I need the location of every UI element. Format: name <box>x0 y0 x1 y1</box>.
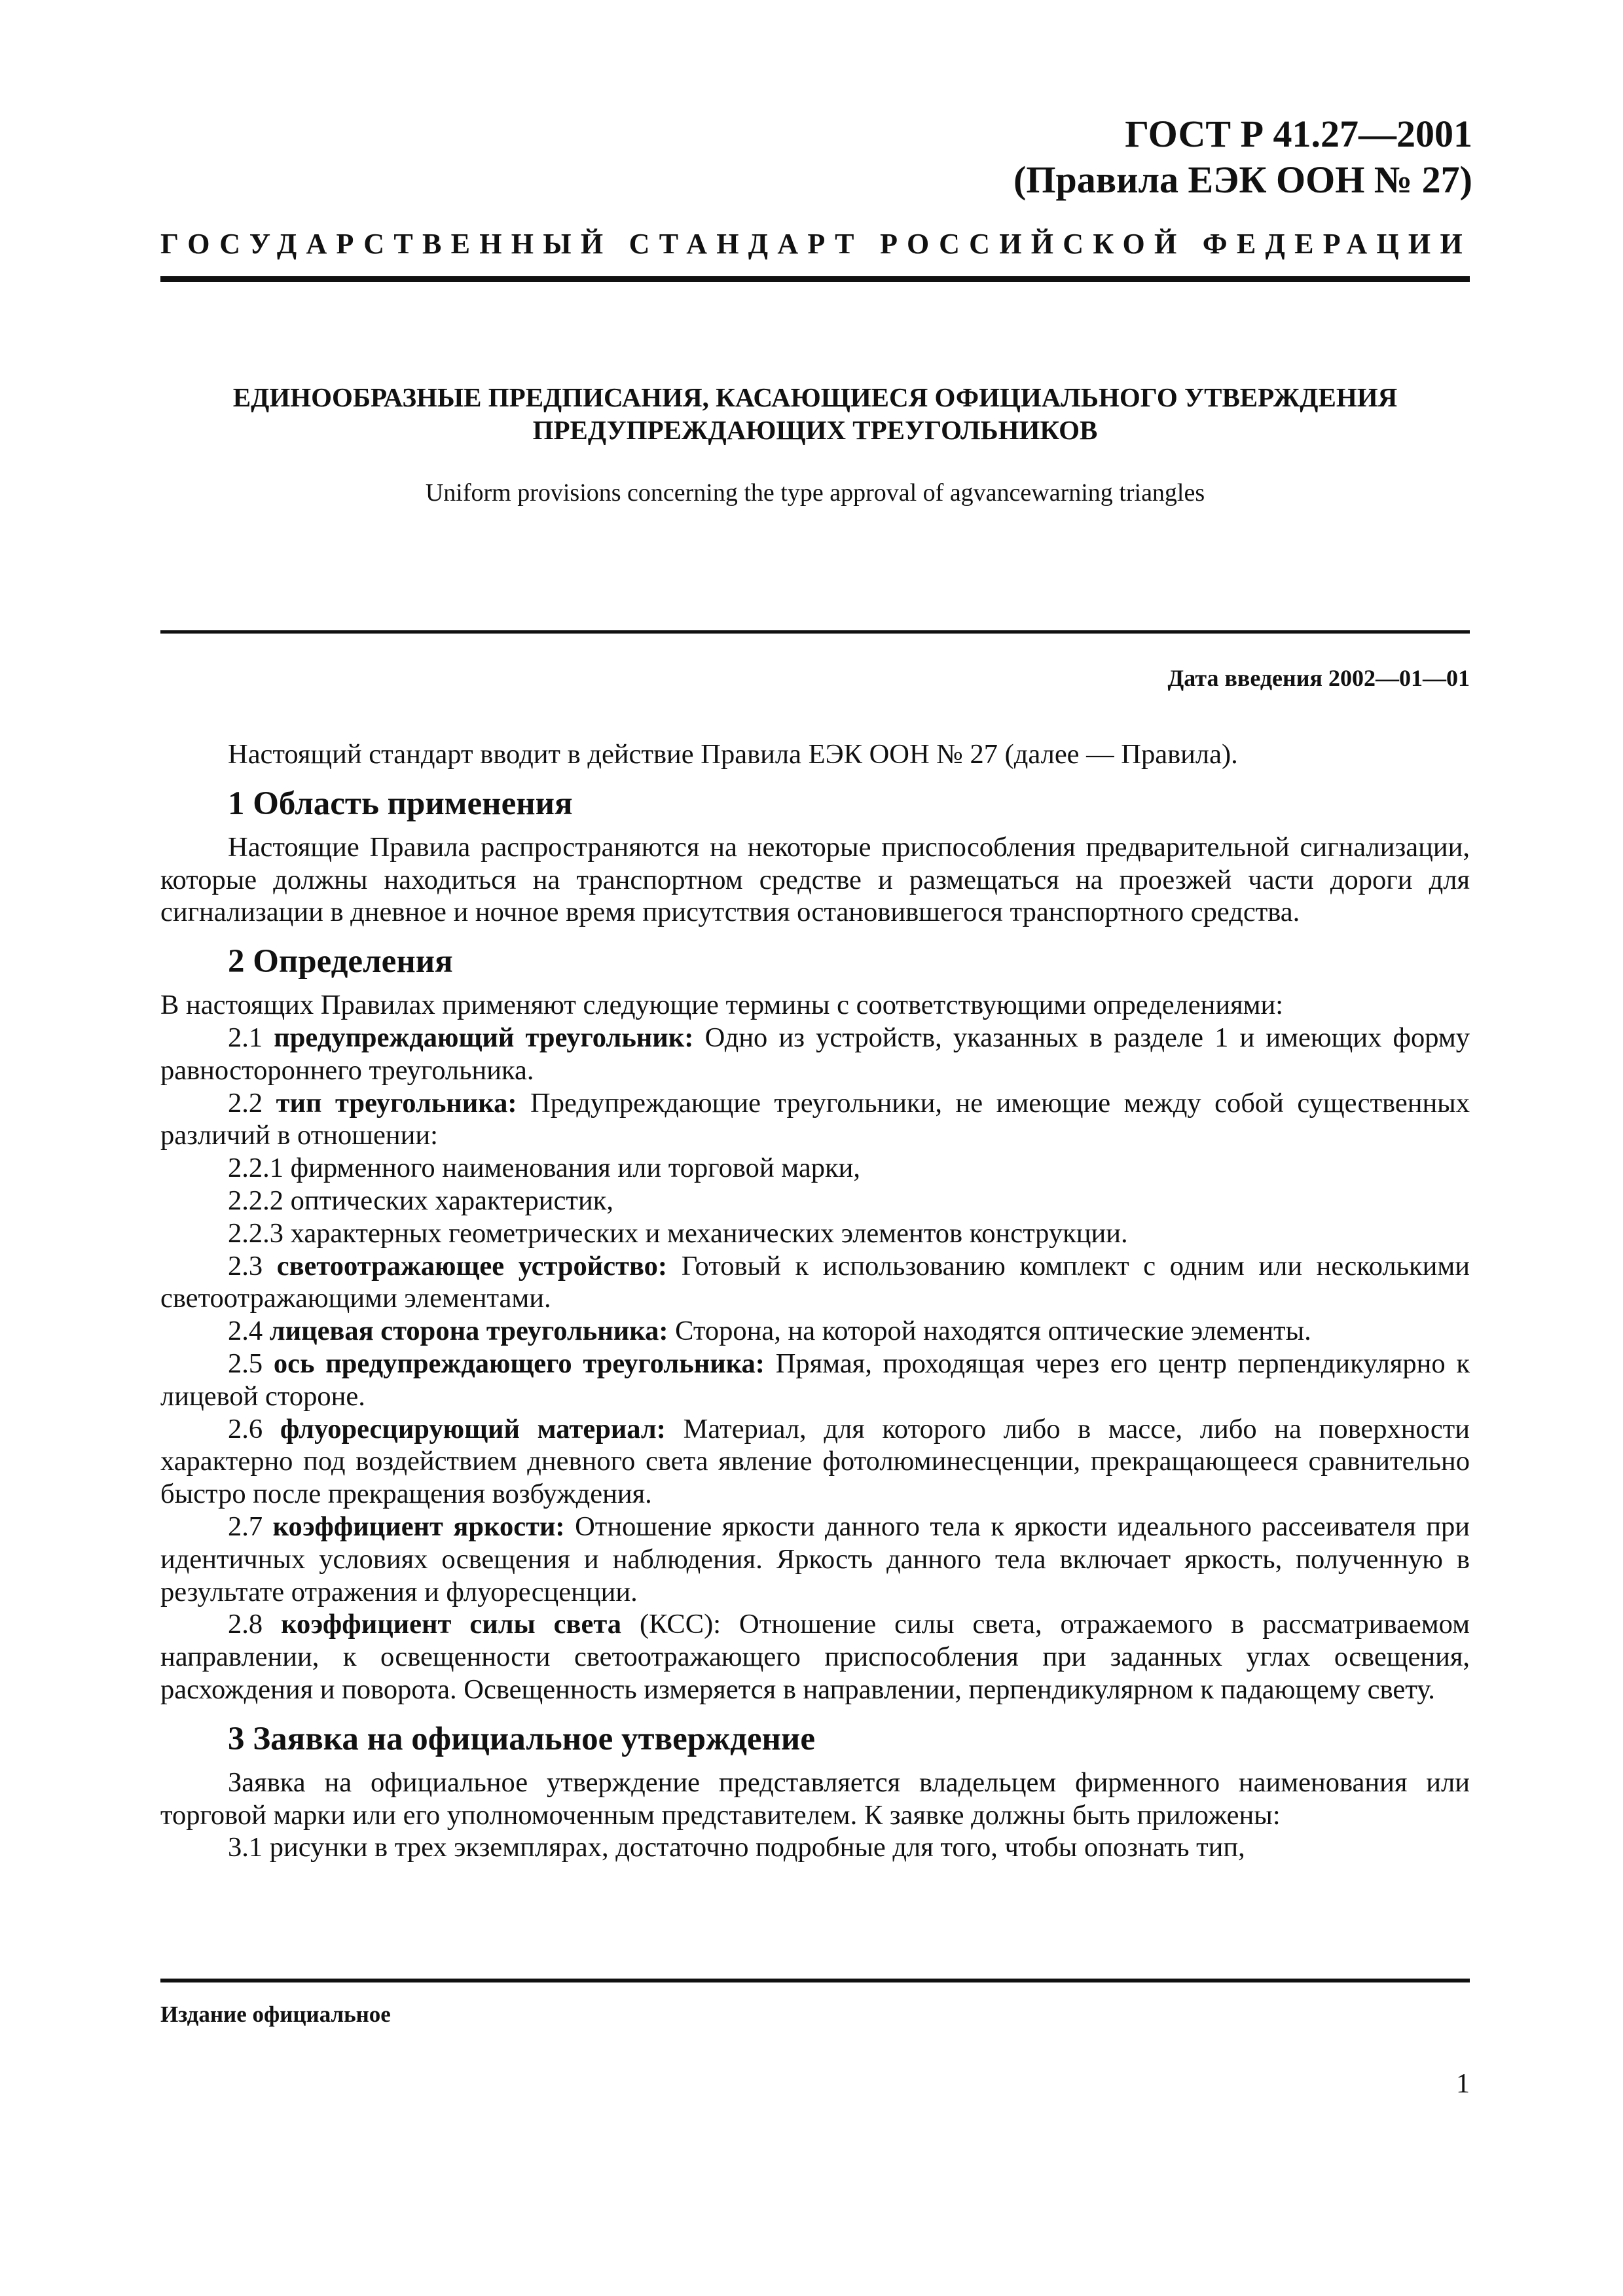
title-line-1: ЕДИНООБРАЗНЫЕ ПРЕДПИСАНИЯ, КАСАЮЩИЕСЯ ОФИЦИАЛЬНОГО УТВЕРЖДЕНИЯ <box>232 382 1398 412</box>
gost-designation <box>883 111 1472 203</box>
document-body <box>160 738 1470 1864</box>
section-2-lead: В настоящих Правилах применяют следующие термины с соответствующими определениями: <box>160 990 1284 1021</box>
definition-text: Готовый к использованию комплект с одним или несколькими светоотражающими элементами. <box>160 1250 1470 1314</box>
section-1-heading: 1 Область применения <box>228 785 573 822</box>
definition-number: 2.5 <box>228 1348 263 1379</box>
official-edition-label: Издание официальное <box>160 2001 391 2027</box>
definition-2-8 <box>160 1608 1470 1706</box>
section-3-text: Заявка на официальное утверждение представляется владельцем фирменного наименования или торговой марки или его уполномоченным представителем. К заявке должны быть приложены: <box>160 1767 1470 1831</box>
definition-text: Предупреждающие треугольники, не имеющие между собой существенных различий в отношении: <box>160 1087 1470 1151</box>
definition-2-1 <box>160 1022 1470 1087</box>
definition-term: ось предупреждающего треугольника: <box>273 1348 765 1379</box>
definition-text: Отношение яркости данного тела к яркости идеального рассеивателя при идентичных условиях освещения и наблюдения. Яркость данного тела включает яркость, полученную в результате отражения и флуоресценции. <box>160 1511 1470 1607</box>
title-rule <box>160 630 1470 634</box>
definition-text: Прямая, проходящая через его центр перпендикулярно к лицевой стороне. <box>160 1348 1470 1412</box>
definition-2-2-1: 2.2.1 фирменного наименования или торговой марки, <box>228 1153 860 1184</box>
definition-number: 2.4 <box>228 1316 263 1347</box>
introduction-date: Дата введения 2002—01—01 <box>1167 665 1470 691</box>
definition-number: 2.8 <box>228 1609 263 1640</box>
definition-number: 2.1 <box>228 1022 263 1053</box>
document-title <box>160 381 1470 446</box>
definition-term: флуоресцирующий материал: <box>280 1413 666 1444</box>
definition-number: 2.3 <box>228 1250 263 1282</box>
definition-term: предупреждающий треугольник: <box>274 1022 694 1053</box>
section-3-heading: 3 Заявка на официальное утверждение <box>228 1720 815 1757</box>
definition-text: Одно из устройств, указанных в разделе 1 и имеющих форму равностороннего треугольника. <box>160 1022 1470 1086</box>
section-1-text: Настоящие Правила распространяются на некоторые приспособления предварительной сигнализации, которые должны находиться на транспортном средстве и размещаться на проезжей части дороги для сигнализации в дневное и ночное время присутствия остановившегося транспортного средства. <box>160 831 1470 928</box>
definition-2-2 <box>160 1087 1470 1153</box>
definition-term: тип треугольника: <box>276 1087 517 1119</box>
rules-reference: (Правила ЕЭК ООН № 27) <box>1013 158 1472 201</box>
item-3-1: 3.1 рисунки в трех экземплярах, достаточно подробные для того, чтобы опознать тип, <box>228 1832 1245 1863</box>
page-number: 1 <box>1456 2069 1470 2099</box>
definition-term: лицевая сторона треугольника: <box>269 1316 668 1347</box>
gost-code: ГОСТ Р 41.27—2001 <box>1125 113 1472 155</box>
title-line-2: ПРЕДУПРЕЖДАЮЩИХ ТРЕУГОЛЬНИКОВ <box>532 415 1098 445</box>
definition-2-2-3: 2.2.3 характерных геометрических и механических элементов конструкции. <box>228 1217 1128 1249</box>
section-2-heading: 2 Определения <box>228 943 453 980</box>
definition-term: коэффициент яркости: <box>272 1511 565 1542</box>
definition-2-5 <box>160 1348 1470 1413</box>
state-standard-heading: ГОСУДАРСТВЕННЫЙ СТАНДАРТ РОССИЙСКОЙ ФЕДЕРАЦИИ <box>160 228 1472 260</box>
definition-term: светоотражающее устройство: <box>276 1250 668 1282</box>
definition-2-2-2: 2.2.2 оптических характеристик, <box>228 1185 614 1216</box>
footer-rule <box>160 1979 1470 1982</box>
header-rule <box>160 276 1470 282</box>
definition-number: 2.2 <box>228 1087 263 1119</box>
english-subtitle: Uniform provisions concerning the type approval of agvancewarning triangles <box>425 479 1205 507</box>
definition-text: Материал, для которого либо в массе, либо на поверхности характерно под воздействием дневного света явление фотолюминесценции, прекращающееся сравнительно быстро после прекращения возбуждения. <box>160 1413 1470 1510</box>
definition-term: коэффициент силы света <box>281 1609 621 1640</box>
definition-2-7 <box>160 1511 1470 1608</box>
definition-text: (КСС): Отношение силы света, отражаемого в рассматриваемом направлении, к освещенности светоотражающего приспособления при заданных углах освещения, расхождения и поворота. Освещенность измеряется в направлении, перпендикулярном к падающему свету. <box>160 1609 1470 1705</box>
definition-2-4 <box>160 1315 1470 1348</box>
definition-number: 2.6 <box>228 1413 263 1444</box>
definition-text: Сторона, на которой находятся оптические элементы. <box>675 1316 1311 1347</box>
definition-2-3 <box>160 1250 1470 1316</box>
definition-2-6 <box>160 1413 1470 1511</box>
intro-paragraph: Настоящий стандарт вводит в действие Правила ЕЭК ООН № 27 (далее — Правила). <box>228 739 1238 770</box>
definition-number: 2.7 <box>228 1511 263 1542</box>
